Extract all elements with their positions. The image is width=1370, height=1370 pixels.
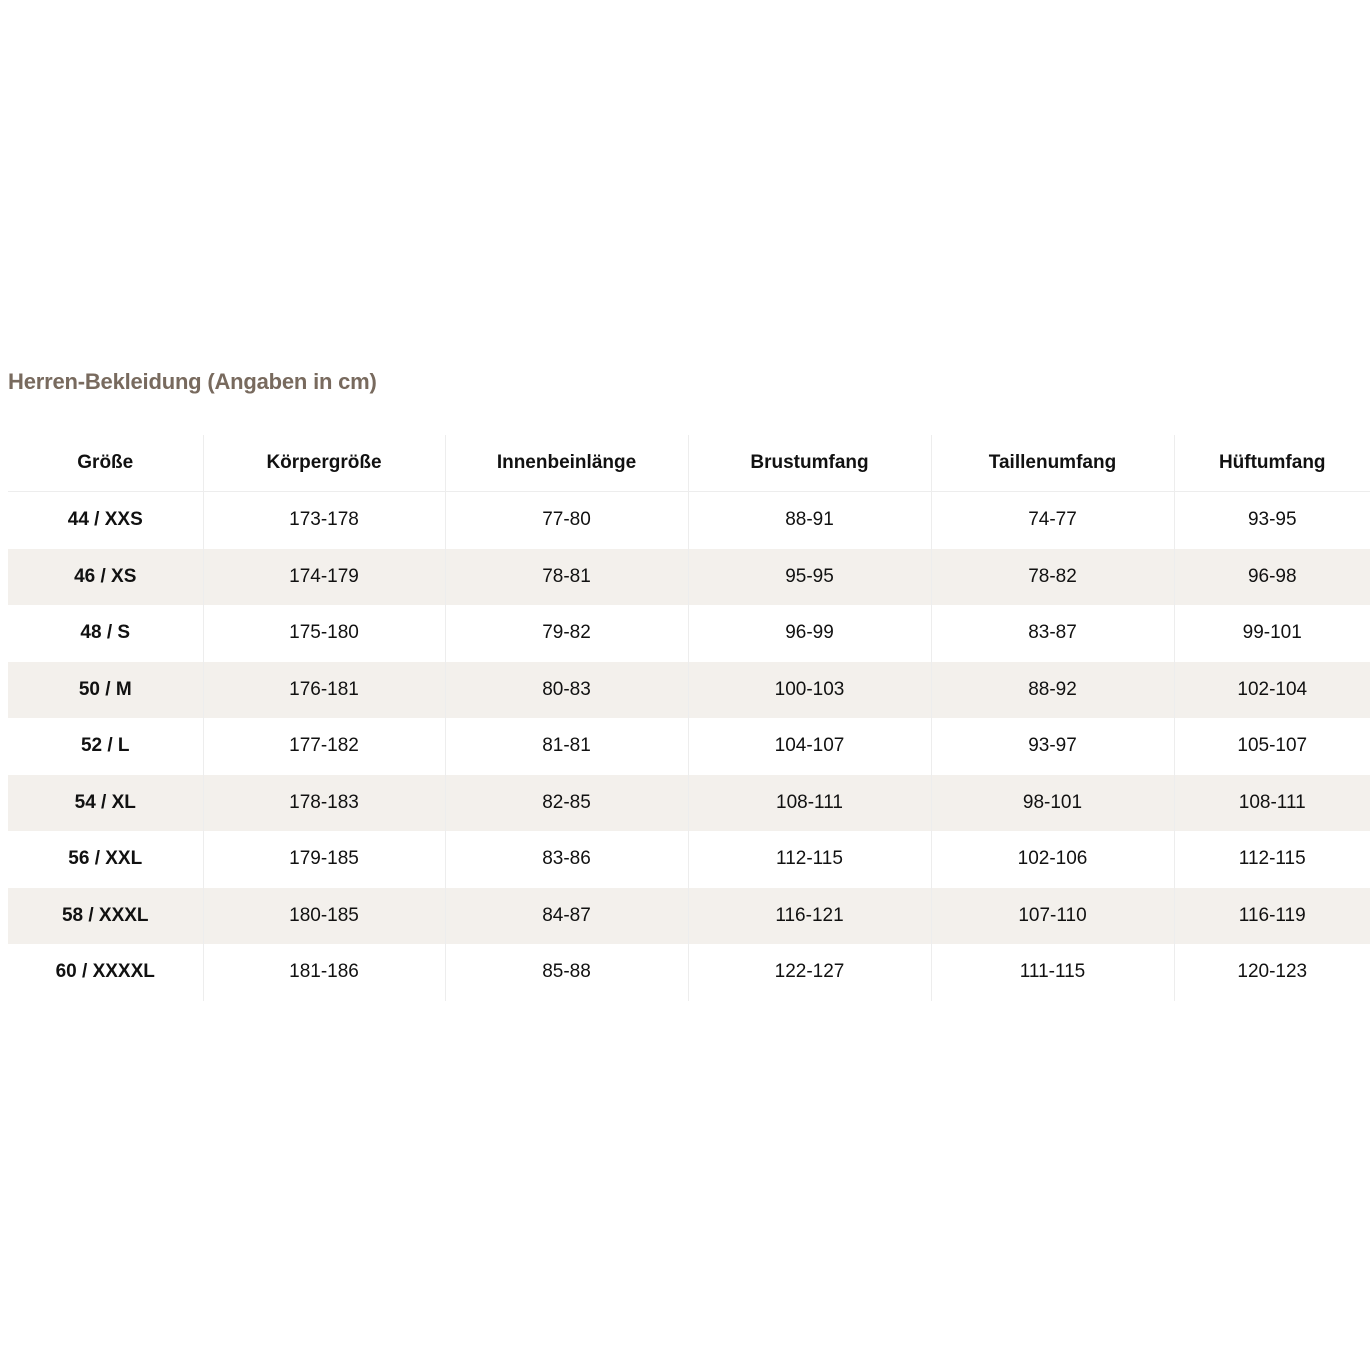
body-height-cell: 179-185 xyxy=(203,831,445,888)
waist-cell: 107-110 xyxy=(931,888,1174,945)
header-body-height: Körpergröße xyxy=(203,435,445,492)
hip-cell: 99-101 xyxy=(1174,605,1370,662)
size-cell: 56 / XXL xyxy=(68,848,143,870)
waist-cell: 93-97 xyxy=(931,718,1174,775)
chest-cell: 100-103 xyxy=(688,662,931,719)
chest-cell: 116-121 xyxy=(688,888,931,945)
table-row xyxy=(8,831,1370,888)
header-inseam: Innenbeinlänge xyxy=(445,435,688,492)
size-cell: 54 / XL xyxy=(8,775,203,832)
body-height-cell: 176-181 xyxy=(203,662,445,719)
size-chart-table xyxy=(8,435,1370,1001)
size-cell: 52 / L xyxy=(80,735,130,757)
header-waist: Taillenumfang xyxy=(931,435,1174,492)
body-height-cell: 175-180 xyxy=(203,605,445,662)
waist-cell: 102-106 xyxy=(931,831,1174,888)
header-hip: Hüftumfang xyxy=(1174,435,1370,492)
size-cell: 50 / M xyxy=(8,662,203,719)
inseam-cell: 79-82 xyxy=(445,605,688,662)
chest-cell: 95-95 xyxy=(688,549,931,606)
waist-cell: 78-82 xyxy=(931,549,1174,606)
hip-cell: 116-119 xyxy=(1174,888,1370,945)
body-height-cell: 181-186 xyxy=(203,944,445,1001)
body-height-cell: 180-185 xyxy=(203,888,445,945)
body-height-cell: 178-183 xyxy=(203,775,445,832)
hip-cell: 96-98 xyxy=(1174,549,1370,606)
inseam-cell: 77-80 xyxy=(445,492,688,549)
inseam-cell: 84-87 xyxy=(445,888,688,945)
inseam-cell: 82-85 xyxy=(445,775,688,832)
hip-cell: 108-111 xyxy=(1174,775,1370,832)
waist-cell: 98-101 xyxy=(931,775,1174,832)
table-row xyxy=(8,549,1370,606)
chest-cell: 104-107 xyxy=(688,718,931,775)
size-cell: 46 / XS xyxy=(8,549,203,606)
chest-cell: 96-99 xyxy=(688,605,931,662)
waist-cell: 74-77 xyxy=(931,492,1174,549)
table-row xyxy=(8,605,1370,662)
table-row xyxy=(8,662,1370,719)
waist-cell: 83-87 xyxy=(931,605,1174,662)
chest-cell: 88-91 xyxy=(688,492,931,549)
size-cell: 44 / XXS xyxy=(67,509,143,531)
size-cell: 60 / XXXXL xyxy=(55,961,155,983)
waist-cell: 111-115 xyxy=(931,944,1174,1001)
hip-cell: 112-115 xyxy=(1174,831,1370,888)
body-height-cell: 177-182 xyxy=(203,718,445,775)
waist-cell: 88-92 xyxy=(931,662,1174,719)
table-header-row xyxy=(8,435,1370,492)
chest-cell: 122-127 xyxy=(688,944,931,1001)
table-row xyxy=(8,492,1370,549)
size-cell: 58 / XXXL xyxy=(8,888,203,945)
hip-cell: 120-123 xyxy=(1174,944,1370,1001)
inseam-cell: 83-86 xyxy=(445,831,688,888)
hip-cell: 93-95 xyxy=(1174,492,1370,549)
hip-cell: 102-104 xyxy=(1174,662,1370,719)
header-chest: Brustumfang xyxy=(688,435,931,492)
body-height-cell: 174-179 xyxy=(203,549,445,606)
hip-cell: 105-107 xyxy=(1174,718,1370,775)
chest-cell: 108-111 xyxy=(688,775,931,832)
table-row xyxy=(8,718,1370,775)
body-height-cell: 173-178 xyxy=(203,492,445,549)
chest-cell: 112-115 xyxy=(688,831,931,888)
table-row xyxy=(8,944,1370,1001)
header-size: Größe xyxy=(8,435,203,492)
size-cell: 48 / S xyxy=(80,622,131,644)
table-row xyxy=(8,775,1370,832)
inseam-cell: 81-81 xyxy=(445,718,688,775)
page-title: Herren-Bekleidung (Angaben in cm) xyxy=(8,369,377,394)
inseam-cell: 85-88 xyxy=(445,944,688,1001)
table-row xyxy=(8,888,1370,945)
inseam-cell: 80-83 xyxy=(445,662,688,719)
inseam-cell: 78-81 xyxy=(445,549,688,606)
